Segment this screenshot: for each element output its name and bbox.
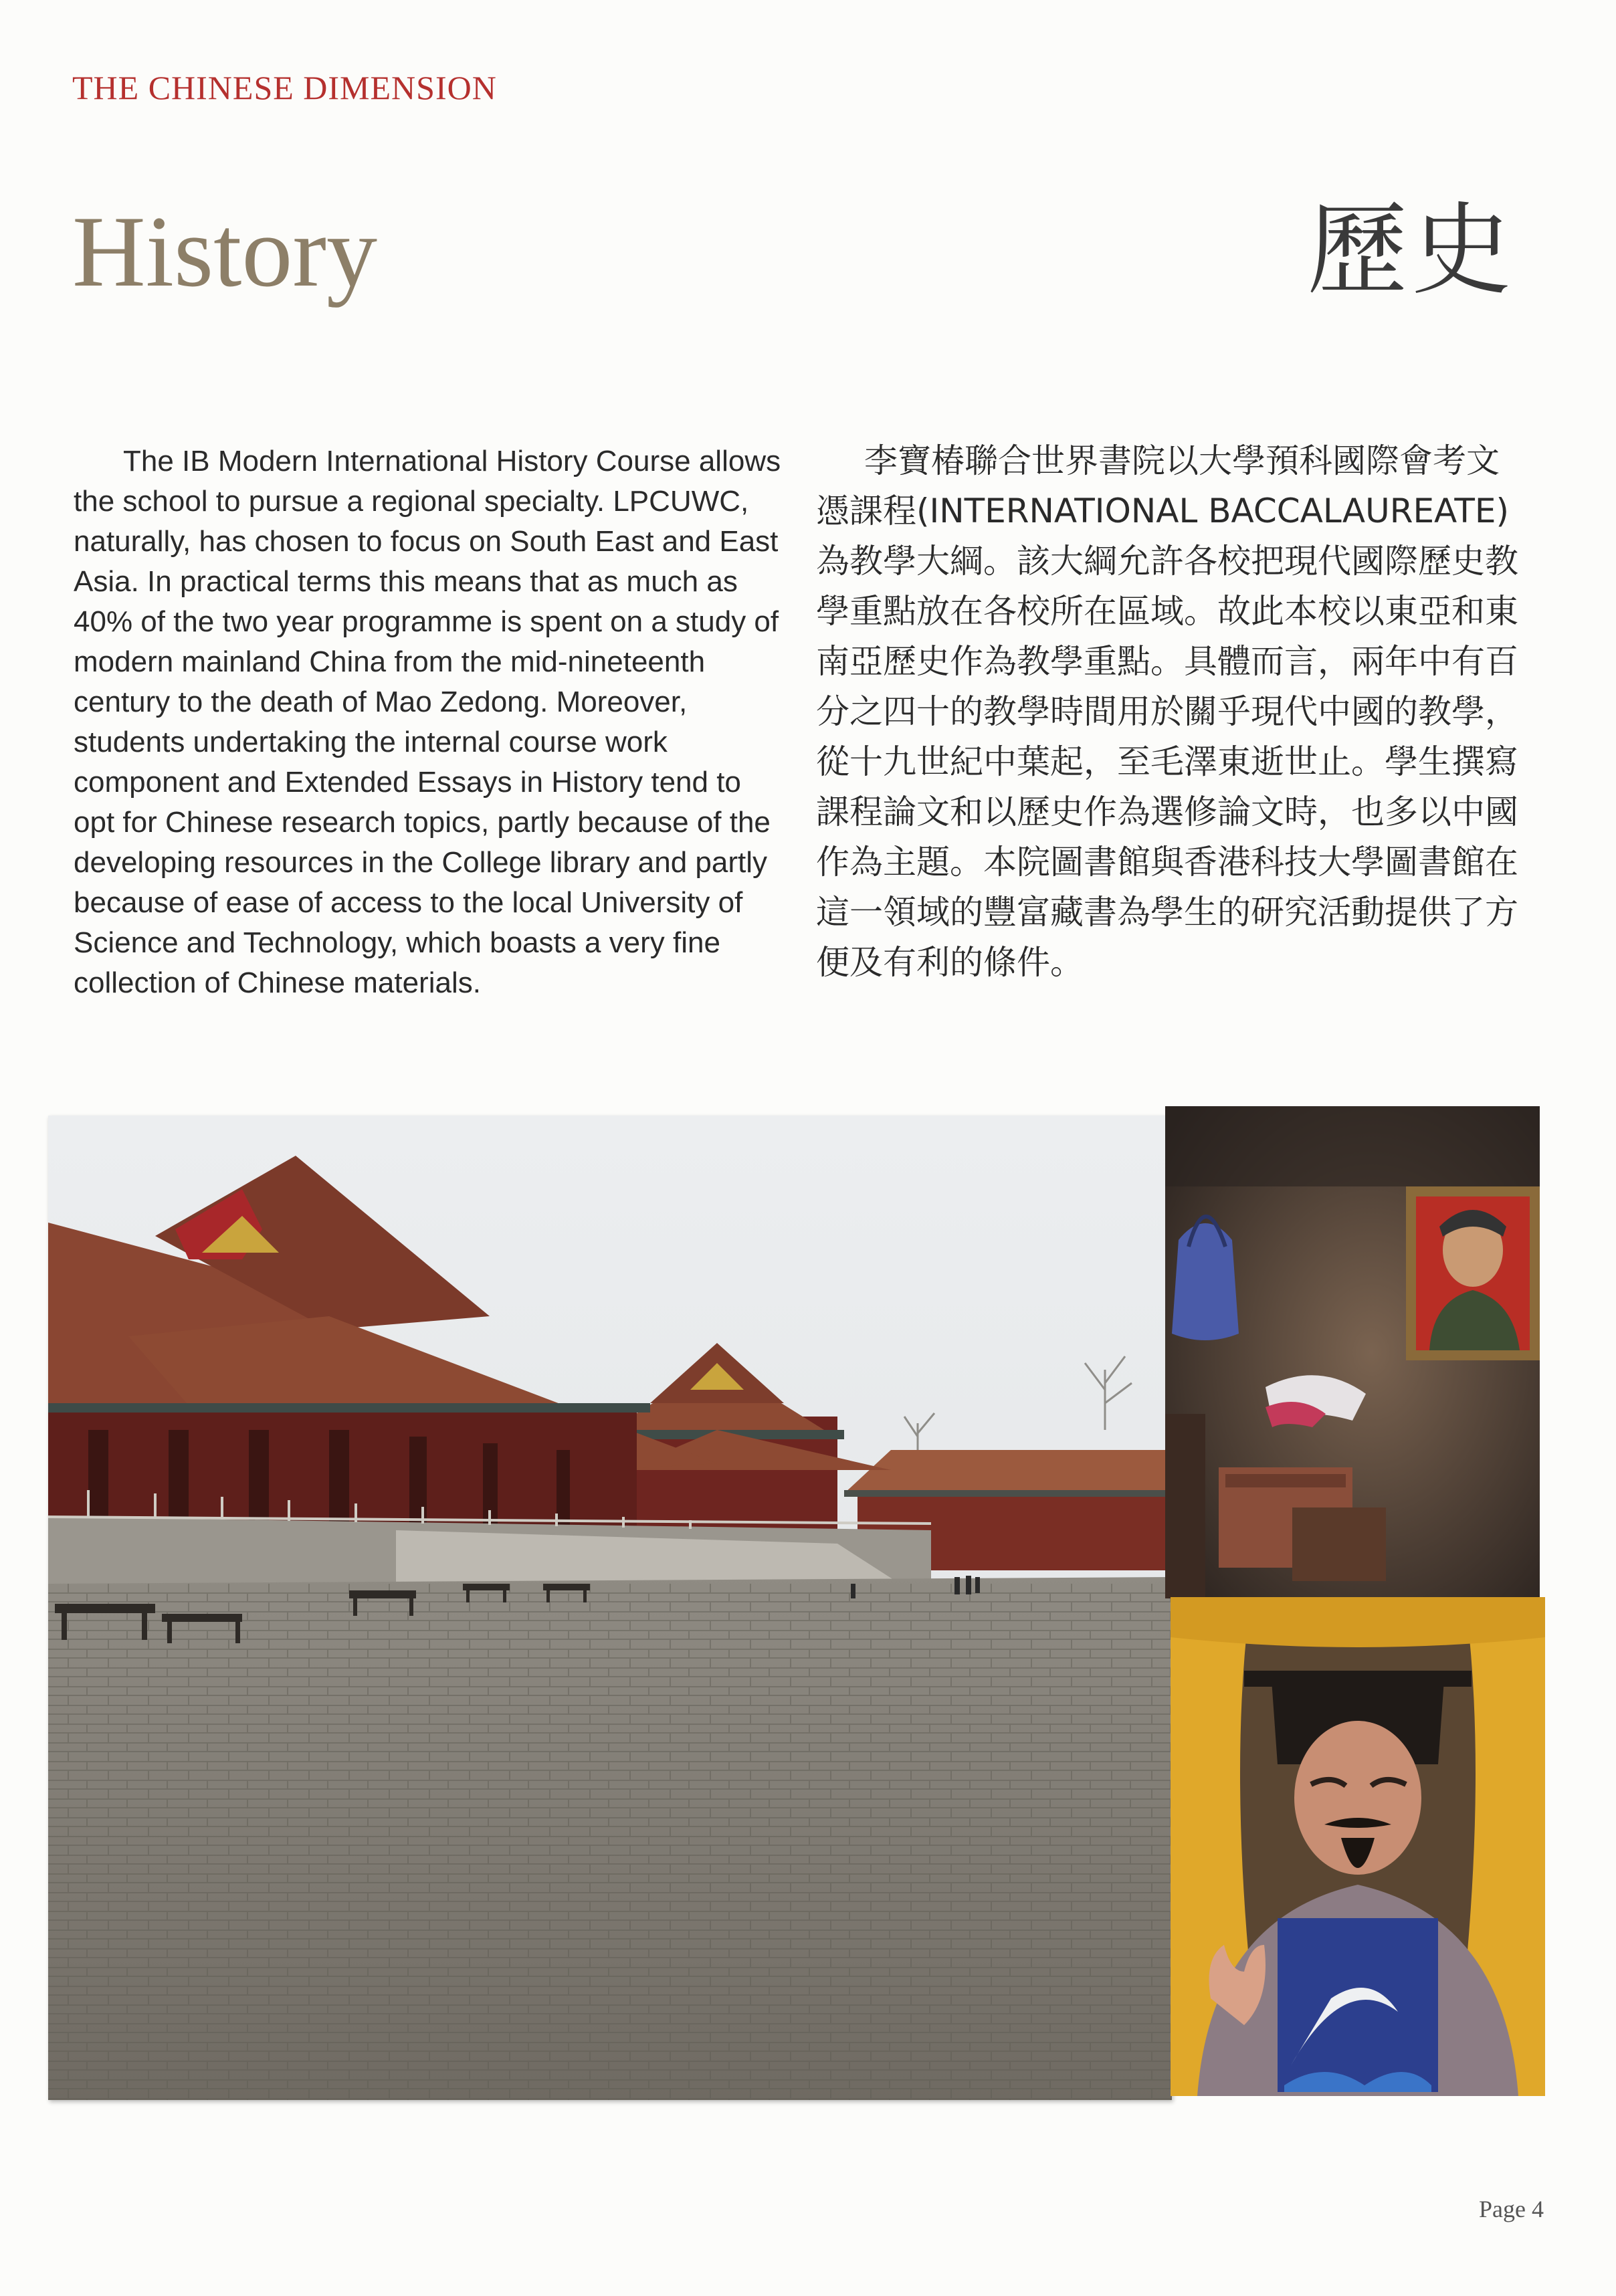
chinese-paragraph: 李寶椿聯合世界書院以大學預科國際會考文憑課程(INTERNATIONAL BACCALAUREATE)為教學大綱。該大綱允許各校把現代國際歷史教學重點放在各校所在區域。故此本校以東亞和東南亞歷史作為教學重點。具體而言，兩年中有百分之四十的教學時間用於關乎現代中國的教學，從十九世紀中葉起，至毛澤東逝世止。學生撰寫課程論文和以歷史作為選修論文時，也多以中國作為主題。本院圖書館與香港科技大學圖書館在這一領域的豐富藏書為學生的研究活動提供了方便及有利的條件。 xyxy=(816,441,1518,982)
page-number: Page 4 xyxy=(1479,2196,1544,2222)
english-paragraph: The IB Modern International History Course allows the school to pursue a regional specialty. LPCUWC, naturally, has chosen to focus on South East and East Asia. In practical terms this means that as much as 40% of the two year programme is spent on a study of modern mainland China from the mid-nineteenth century to the death of Mao Zedong. Moreover, students undertaking the internal course work component and Extended Essays in History tend to opt for Chinese research topics, partly because of the developing resources in the College library and partly because of ease of access to the local University of Science and Technology, which boasts a very fine collection of Chinese materials. xyxy=(74,445,781,999)
room-illustration xyxy=(1165,1106,1540,1598)
mao-portrait-room-photo xyxy=(1165,1106,1540,1598)
page-title-chinese: 歷史 xyxy=(1306,193,1516,309)
forbidden-city-photo xyxy=(48,1116,1172,2100)
painted-statue-photo xyxy=(1171,1597,1545,2096)
page-title-english: History xyxy=(72,195,377,308)
statue-illustration xyxy=(1171,1597,1545,2096)
forbidden-city-illustration xyxy=(48,1116,1172,2100)
section-label: THE CHINESE DIMENSION xyxy=(72,69,497,106)
